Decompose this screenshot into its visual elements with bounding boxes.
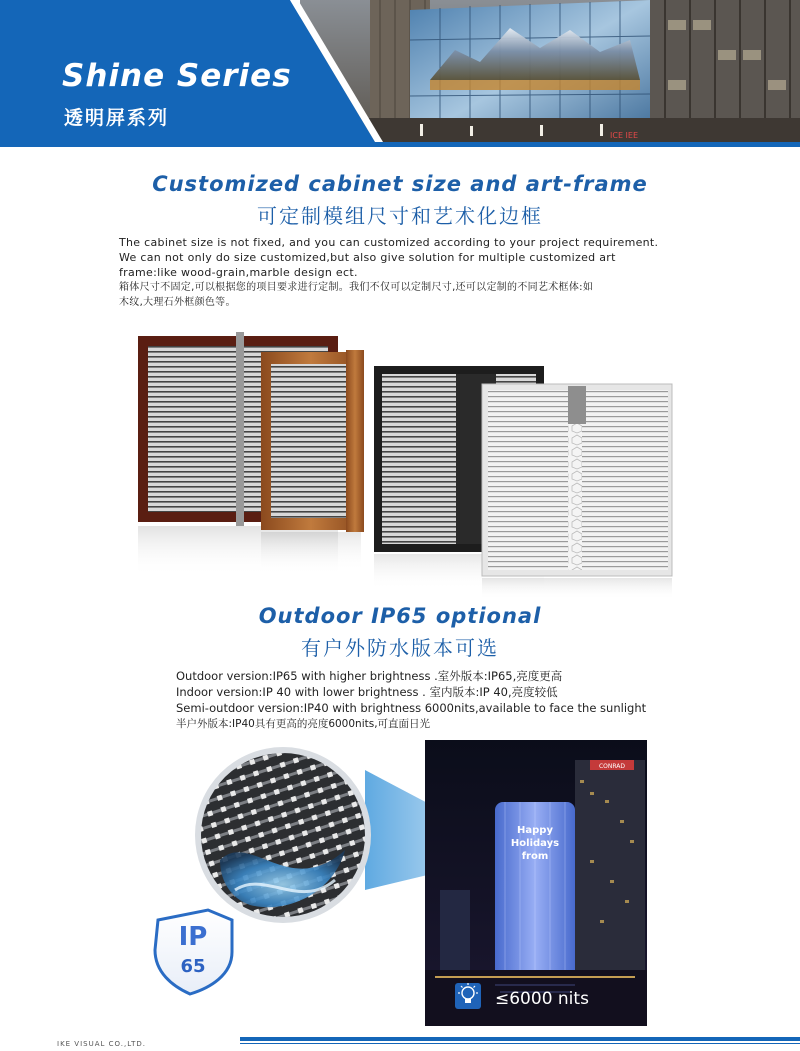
screen-text-line1: Happy <box>517 825 553 836</box>
ip-line: Indoor version:IP 40 with lower brightness . 室内版本:IP 40,亮度较低 <box>176 685 558 699</box>
series-title: Shine Series <box>62 58 292 94</box>
ip-badge-line2: 65 <box>180 956 206 977</box>
section-title-customized-zh: 可定制模组尺寸和艺术化边框 <box>257 204 543 228</box>
footer-rule-thin <box>240 1043 800 1044</box>
footer-rule <box>240 1037 800 1041</box>
company-name: IKE VISUAL CO.,LTD. <box>57 1040 147 1048</box>
ip-description <box>176 668 646 732</box>
section-title-customized: Customized cabinet size and art-frame <box>152 172 648 196</box>
screen-text-line3: from <box>521 851 549 862</box>
cabinet-white <box>482 384 672 600</box>
ip-line: 半户外版本:IP40具有更高的亮度6000nits,可直面日光 <box>176 718 431 730</box>
night-city-photo <box>425 740 647 1026</box>
conrad-sign: CONRAD <box>598 763 626 770</box>
ip-line: Semi-outdoor version:IP40 with brightness 6000nits,available to face the sunlight <box>176 701 647 715</box>
cabinet-wood <box>261 350 364 572</box>
desc-line-zh: 木纹,大理石外框颜色等。 <box>119 297 236 308</box>
water-led-circle <box>195 747 371 923</box>
ip-line: Outdoor version:IP65 with higher brightness .室外版本:IP65,亮度更高 <box>176 669 563 683</box>
cabinet-frames-image <box>136 326 696 600</box>
ip65-badge <box>155 910 232 994</box>
header-rule <box>0 142 800 147</box>
photo-sign: ICE IEE <box>610 131 639 140</box>
ip65-visual <box>150 740 800 1030</box>
header-banner <box>0 0 800 142</box>
desc-line: The cabinet size is not fixed, and you can customized according to your project requirement. <box>119 236 659 249</box>
desc-line: frame:like wood-grain,marble design ect. <box>119 266 358 279</box>
section-title-outdoor-zh: 有户外防水版本可选 <box>301 636 499 660</box>
series-subtitle: 透明屏系列 <box>64 107 170 129</box>
desc-line: We can not only do size customized,but also give solution for multiple customized art <box>119 251 616 264</box>
customized-description <box>119 235 658 310</box>
screen-text-line2: Holidays <box>510 838 560 849</box>
ip-badge-line1: IP <box>178 922 208 952</box>
brightness-label: ≤6000 nits <box>495 989 589 1009</box>
section-title-outdoor: Outdoor IP65 optional <box>258 604 542 628</box>
desc-line-zh: 箱体尺寸不固定,可以根据您的项目要求进行定制。我们不仅可以定制尺寸,还可以定制的不同艺术框体:如 <box>119 282 594 293</box>
